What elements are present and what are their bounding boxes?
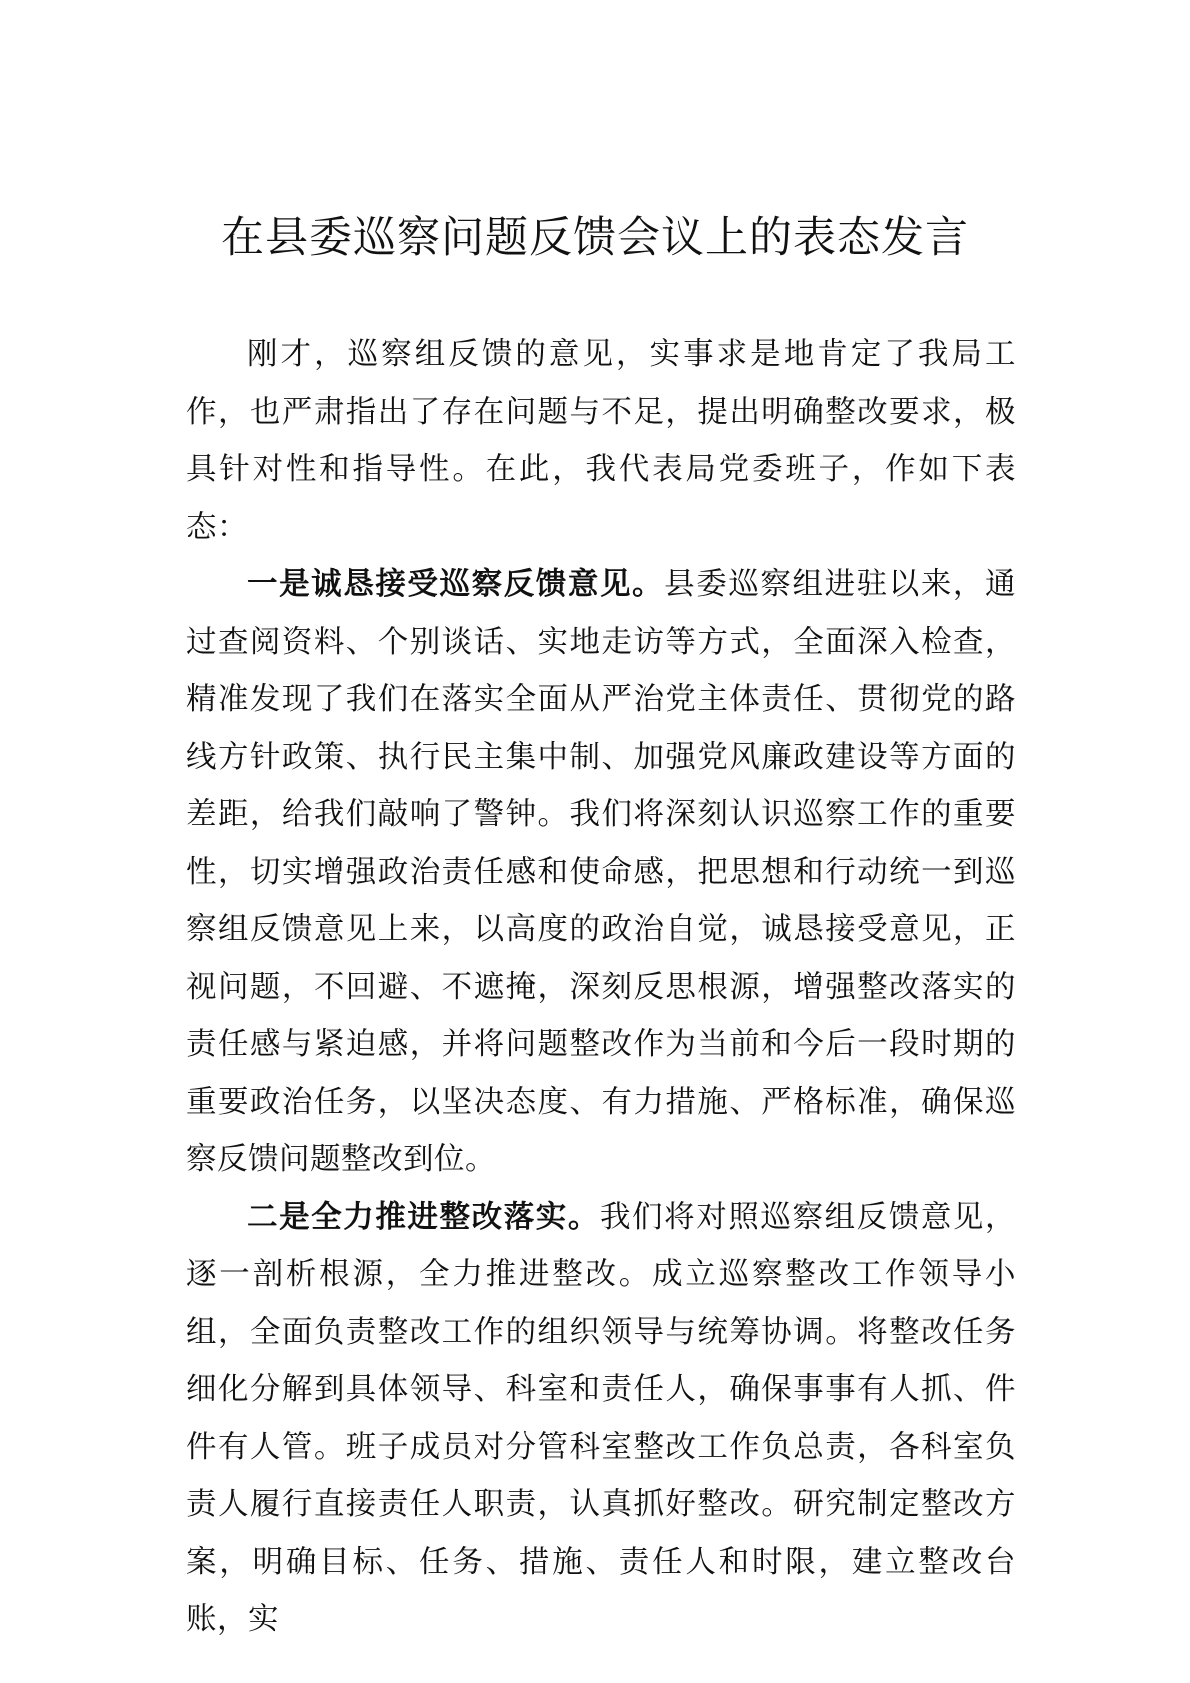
paragraph-text: 刚才，巡察组反馈的意见，实事求是地肯定了我局工作，也严肃指出了存在问题与不足，提出明确整改要求，极具针对性和指导性。在此，我代表局党委班子，作如下表态： xyxy=(186,337,1016,545)
paragraph-text: 县委巡察组进驻以来，通过查阅资料、个别谈话、实地走访等方式，全面深入检查，精准发现了我们在落实全面从严治党主体责任、贯彻党的路线方针政策、执行民主集中制、加强党风廉政建设等方面的差距，给我们敲响了警钟。我们将深刻认识巡察工作的重要性，切实增强政治责任感和使命感，把思想和行动统一到巡察组反馈意见上来，以高度的政治自觉，诚恳接受意见，正视问题，不回避、不遮掩，深刻反思根源，增强整改落实的责任感与紧迫感，并将问题整改作为当前和今后一段时期的重要政治任务，以坚决态度、有力措施、严格标准，确保巡察反馈问题整改到位。 xyxy=(186,567,1017,1177)
paragraph-point-one xyxy=(186,556,1016,1189)
document-title: 在县委巡察问题反馈会议上的表态发言 xyxy=(221,213,969,263)
paragraph-lead: 一是诚恳接受巡察反馈意见。 xyxy=(247,566,665,602)
paragraph-text: 我们将对照巡察组反馈意见，逐一剖析根源，全力推进整改。成立巡察整改工作领导小组，全面负责整改工作的组织领导与统筹协调。将整改任务细化分解到具体领导、科室和责任人，确保事事有人抓、件件有人管。班子成员对分管科室整改工作负总责，各科室负责人履行直接责任人职责，认真抓好整改。研究制定整改方案，明确目标、任务、措施、责任人和时限，建立整改台账，实 xyxy=(186,1199,1017,1637)
paragraph-opening xyxy=(186,326,1016,556)
document-body xyxy=(186,326,1016,1649)
paragraph-point-two xyxy=(186,1189,1016,1649)
paragraph-lead: 二是全力推进整改落实。 xyxy=(247,1198,600,1235)
